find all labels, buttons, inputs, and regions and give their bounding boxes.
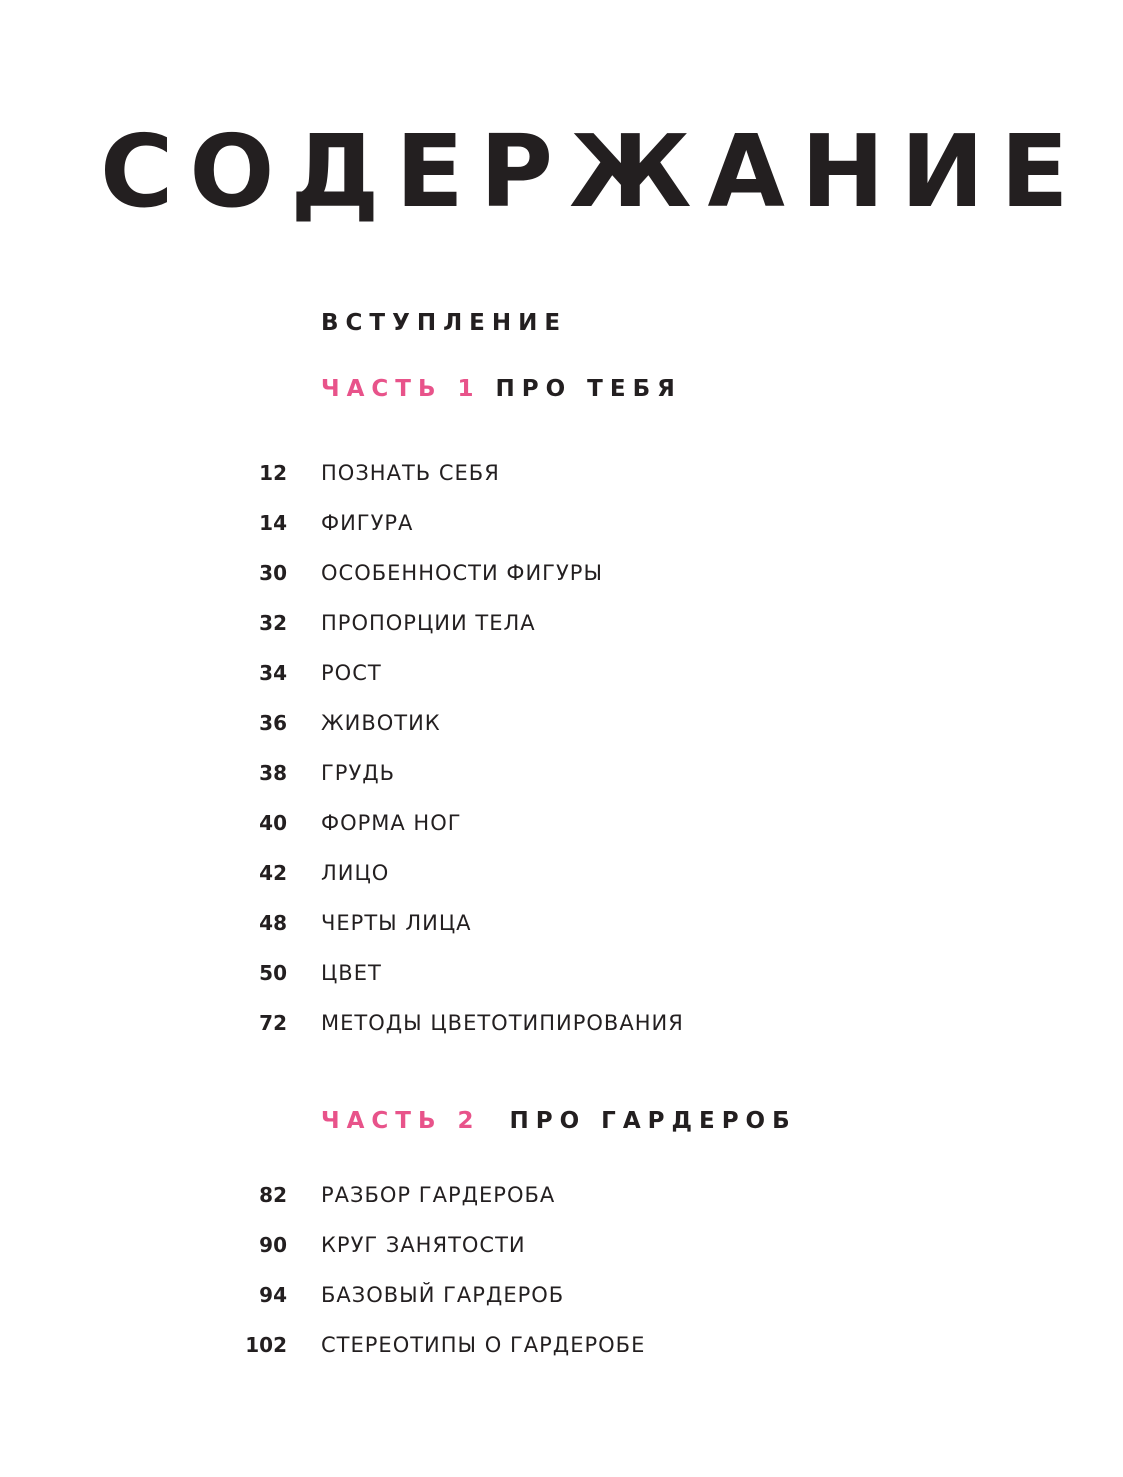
toc-page-number: 38	[259, 761, 287, 785]
toc-row	[0, 1230, 1123, 1280]
toc-row	[0, 458, 1123, 508]
toc-entry-title: ФОРМА НОГ	[321, 811, 462, 835]
toc-page-number: 42	[259, 861, 287, 885]
toc-entry-title: ЦВЕТ	[321, 961, 382, 985]
toc-row	[0, 1280, 1123, 1330]
toc-page-number: 82	[259, 1183, 287, 1207]
part2-label: ЧАСТЬ 2	[321, 1108, 481, 1134]
toc-row	[0, 958, 1123, 1008]
toc-page-number: 50	[259, 961, 287, 985]
toc-page-number: 14	[259, 511, 287, 535]
toc-page-number: 94	[259, 1283, 287, 1307]
page-title: СОДЕРЖАНИЕ	[100, 113, 1085, 230]
toc-entry-title: РОСТ	[321, 661, 382, 685]
toc-entry-title: СТЕРЕОТИПЫ О ГАРДЕРОБЕ	[321, 1333, 646, 1357]
toc-row	[0, 758, 1123, 808]
toc-row	[0, 858, 1123, 908]
toc-entry-title: ЛИЦО	[321, 861, 390, 885]
toc-row	[0, 608, 1123, 658]
toc-row	[0, 1330, 1123, 1380]
intro-heading: ВСТУПЛЕНИЕ	[321, 310, 568, 336]
toc-page-number: 34	[259, 661, 287, 685]
toc-row	[0, 1180, 1123, 1230]
part1-name: ПРО ТЕБЯ	[495, 376, 682, 402]
toc-entry-title: БАЗОВЫЙ ГАРДЕРОБ	[321, 1283, 565, 1307]
toc-entry-title: ПРОПОРЦИИ ТЕЛА	[321, 611, 536, 635]
toc-page-number: 102	[245, 1333, 287, 1357]
toc-entry-title: ЖИВОТИК	[321, 711, 441, 735]
toc-entry-title: КРУГ ЗАНЯТОСТИ	[321, 1233, 526, 1257]
part1-label: ЧАСТЬ 1	[321, 376, 481, 402]
toc-entry-title: ПОЗНАТЬ СЕБЯ	[321, 461, 500, 485]
toc-row	[0, 658, 1123, 708]
toc-page-number: 48	[259, 911, 287, 935]
part2-heading	[321, 1106, 797, 1136]
toc-entry-title: ГРУДЬ	[321, 761, 396, 785]
toc-entry-title: МЕТОДЫ ЦВЕТОТИПИРОВАНИЯ	[321, 1011, 684, 1035]
part2-toc-list	[0, 1180, 1123, 1380]
toc-page-number: 36	[259, 711, 287, 735]
toc-page-number: 12	[259, 461, 287, 485]
toc-row	[0, 808, 1123, 858]
toc-page-number: 40	[259, 811, 287, 835]
part1-heading	[321, 374, 682, 404]
part2-name: ПРО ГАРДЕРОБ	[509, 1108, 797, 1134]
toc-page-number: 90	[259, 1233, 287, 1257]
toc-entry-title: ФИГУРА	[321, 511, 414, 535]
toc-entry-title: РАЗБОР ГАРДЕРОБА	[321, 1183, 556, 1207]
toc-row	[0, 508, 1123, 558]
toc-entry-title: ЧЕРТЫ ЛИЦА	[321, 911, 472, 935]
toc-page-number: 32	[259, 611, 287, 635]
part1-toc-list	[0, 458, 1123, 1058]
toc-row	[0, 908, 1123, 958]
toc-row	[0, 1008, 1123, 1058]
toc-row	[0, 558, 1123, 608]
toc-page-number: 72	[259, 1011, 287, 1035]
toc-row	[0, 708, 1123, 758]
toc-entry-title: ОСОБЕННОСТИ ФИГУРЫ	[321, 561, 603, 585]
toc-page-number: 30	[259, 561, 287, 585]
